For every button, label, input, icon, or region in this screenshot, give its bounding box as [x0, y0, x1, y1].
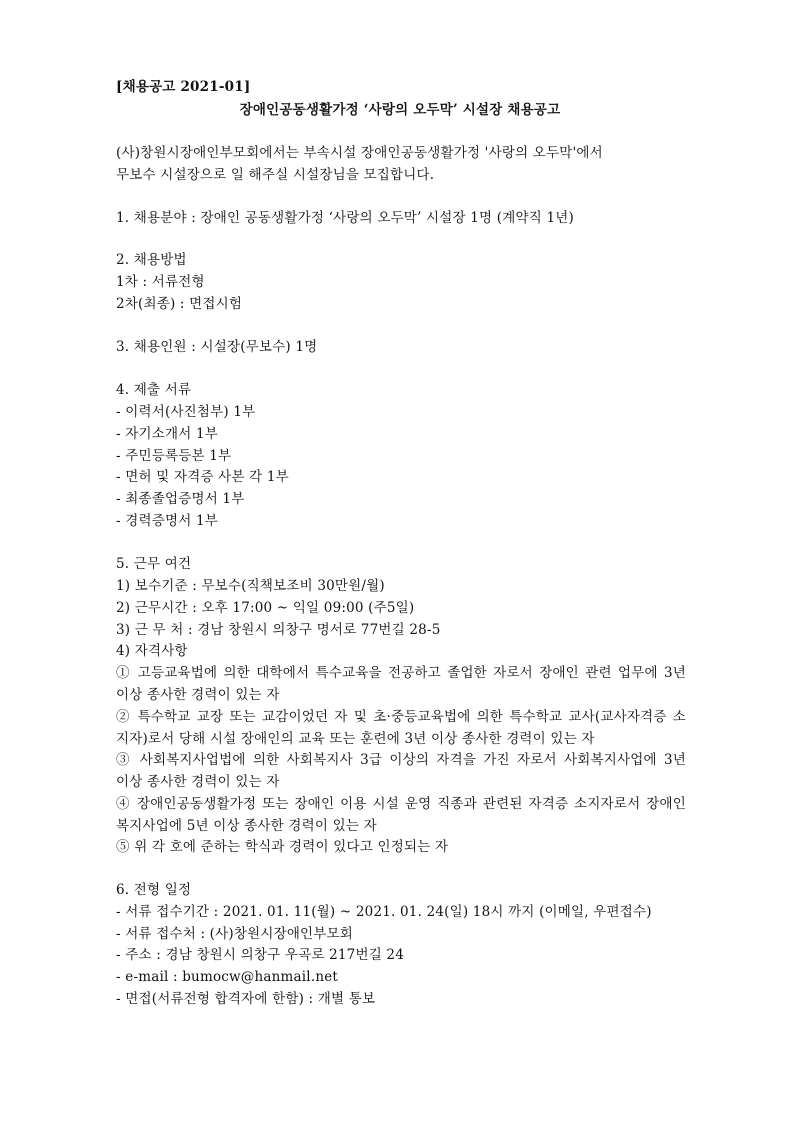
- schedule-item: - 서류 접수처 : (사)창원시장애인부모회: [116, 926, 354, 942]
- section-3-heading: 3. 채용인원 : 시설장(무보수) 1명: [116, 339, 318, 355]
- document-list-item: - 주민등록등본 1부: [116, 448, 232, 464]
- work-condition-line: 3) 근 무 처 : 경남 창원시 의창구 명서로 77번길 28-5: [116, 622, 441, 638]
- intro-line-1: (사)창원시장애인부모회에서는 부속시설 장애인공동생활가정 '사랑의 오두막'에서: [116, 145, 603, 161]
- section-2-line: 2차(최종) : 면접시험: [116, 296, 243, 312]
- work-condition-line: 2) 근무시간 : 오후 17:00 ~ 익일 09:00 (주5일): [116, 600, 415, 616]
- schedule-item: - 주소 : 경남 창원시 의창구 우곡로 217번길 24: [116, 947, 404, 963]
- qualification-item-cont: 이상 종사한 경력이 있는 자: [116, 774, 280, 790]
- schedule-item-email: - e-mail : bumocw@hanmail.net: [116, 969, 339, 985]
- section-4-heading: 4. 제출 서류: [116, 382, 192, 398]
- qualification-item-cont: 지자)로서 당해 시설 장애인의 교육 또는 훈련에 3년 이상 종사한 경력이 있는 자: [116, 731, 595, 747]
- document-list-item: - 자기소개서 1부: [116, 426, 218, 442]
- document-list-item: - 경력증명서 1부: [116, 513, 218, 529]
- document-list-item: - 최종졸업증명서 1부: [116, 491, 245, 507]
- schedule-item: - 서류 접수기간 : 2021. 01. 11(월) ~ 2021. 01. 24(일) 18시 까지 (이메일, 우편접수): [116, 904, 652, 920]
- document-list-item: - 면허 및 자격증 사본 각 1부: [116, 469, 289, 485]
- section-6-heading: 6. 전형 일정: [116, 882, 192, 898]
- notice-title: 장애인공동생활가정 ‘사랑의 오두막’ 시설장 채용공고: [239, 102, 561, 118]
- schedule-item: - 면접(서류전형 합격자에 한함) : 개별 통보: [116, 991, 376, 1007]
- qualification-item-cont: 복지사업에 5년 이상 종사한 경력이 있는 자: [116, 818, 377, 834]
- section-5-heading: 5. 근무 여건: [116, 556, 192, 572]
- notice-number: [채용공고 2021-01]: [116, 79, 251, 95]
- qualification-item: ① 고등교육법에 의한 대학에서 특수교육을 전공하고 졸업한 자로서 장애인 관련 업무에 3년: [116, 665, 686, 681]
- work-condition-line: 1) 보수기준 : 무보수(직책보조비 30만원/월): [116, 578, 385, 594]
- qualification-heading: 4) 자격사항: [116, 643, 188, 659]
- section-2-heading: 2. 채용방법: [116, 252, 187, 268]
- document-list-item: - 이력서(사진첨부) 1부: [116, 404, 256, 420]
- qualification-item: ③ 사회복지사업법에 의한 사회복지사 3급 이상의 자격을 가진 자로서 사회복지사업에 3년: [116, 752, 686, 768]
- qualification-item: ⑤ 위 각 호에 준하는 학식과 경력이 있다고 인정되는 자: [116, 839, 449, 855]
- qualification-item: ② 특수학교 교장 또는 교감이었던 자 및 초·중등교육법에 의한 특수학교 교사(교사자격증 소: [116, 709, 686, 725]
- qualification-item: ④ 장애인공동생활가정 또는 장애인 이용 시설 운영 직종과 관련된 자격증 소지자로서 장애인: [116, 796, 686, 812]
- intro-line-2: 무보수 시설장으로 일 해주실 시설장님을 모집합니다.: [116, 167, 435, 183]
- qualification-item-cont: 이상 종사한 경력이 있는 자: [116, 687, 280, 703]
- section-2-line: 1차 : 서류전형: [116, 274, 205, 290]
- section-1-heading: 1. 채용분야 : 장애인 공동생활가정 ‘사랑의 오두막’ 시설장 1명 (계약직 1년): [116, 210, 574, 226]
